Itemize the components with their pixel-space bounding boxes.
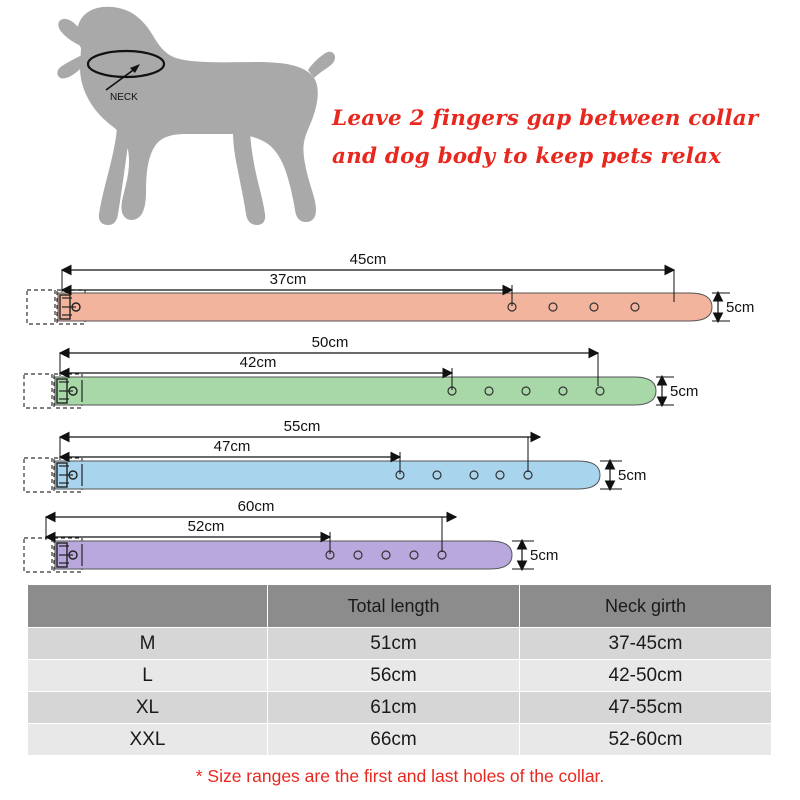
collar-row-xl: [24, 418, 646, 492]
cell-total-length: 66cm: [268, 724, 520, 756]
tagline: [332, 100, 792, 176]
collar-row-l: [24, 334, 698, 408]
table-header-row: [28, 585, 772, 628]
cell-total-length: 51cm: [268, 628, 520, 660]
tagline-line-2: and dog body to keep pets relax: [332, 144, 722, 169]
cell-neck-girth: 42-50cm: [520, 660, 772, 692]
cell-neck-girth: 37-45cm: [520, 628, 772, 660]
collar-row-m: [27, 251, 754, 324]
collar-xxl-width-label: 5cm: [530, 547, 559, 564]
collar-row-xxl: [24, 498, 558, 572]
collar-l-hole-label: 42cm: [239, 354, 277, 371]
cell-neck-girth: 47-55cm: [520, 692, 772, 724]
table-header-total-length: Total length: [268, 585, 520, 628]
collar-xl-total-label: 55cm: [283, 418, 321, 435]
table-header-size: [28, 585, 268, 628]
size-table: [27, 584, 772, 756]
footnote: * Size ranges are the first and last holes of the collar.: [195, 766, 605, 786]
cell-total-length: 56cm: [268, 660, 520, 692]
tagline-line-1: Leave 2 fingers gap between collar: [332, 106, 759, 131]
collar-m-hole-label: 37cm: [269, 271, 307, 288]
table-header-neck-girth: Neck girth: [520, 585, 772, 628]
collar-m-width-label: 5cm: [726, 299, 755, 316]
table-row: [28, 692, 772, 724]
cell-size: M: [28, 628, 268, 660]
dog-illustration: [18, 2, 338, 242]
table-row: [28, 660, 772, 692]
neck-label: NECK: [110, 92, 138, 103]
cell-size: L: [28, 660, 268, 692]
collar-xl-hole-label: 47cm: [213, 438, 251, 455]
collar-diagrams: [0, 240, 800, 580]
collar-l-total-label: 50cm: [311, 334, 349, 351]
collar-l-width-label: 5cm: [670, 383, 699, 400]
cell-size: XXL: [28, 724, 268, 756]
cell-size: XL: [28, 692, 268, 724]
collar-m-total-label: 45cm: [349, 251, 387, 268]
collar-xl-width-label: 5cm: [618, 467, 647, 484]
cell-total-length: 61cm: [268, 692, 520, 724]
table-row: [28, 628, 772, 660]
table-row: [28, 724, 772, 756]
collar-xxl-hole-label: 52cm: [187, 518, 225, 535]
illustration-area: [0, 0, 800, 245]
collar-xxl-total-label: 60cm: [237, 498, 275, 515]
cell-neck-girth: 52-60cm: [520, 724, 772, 756]
